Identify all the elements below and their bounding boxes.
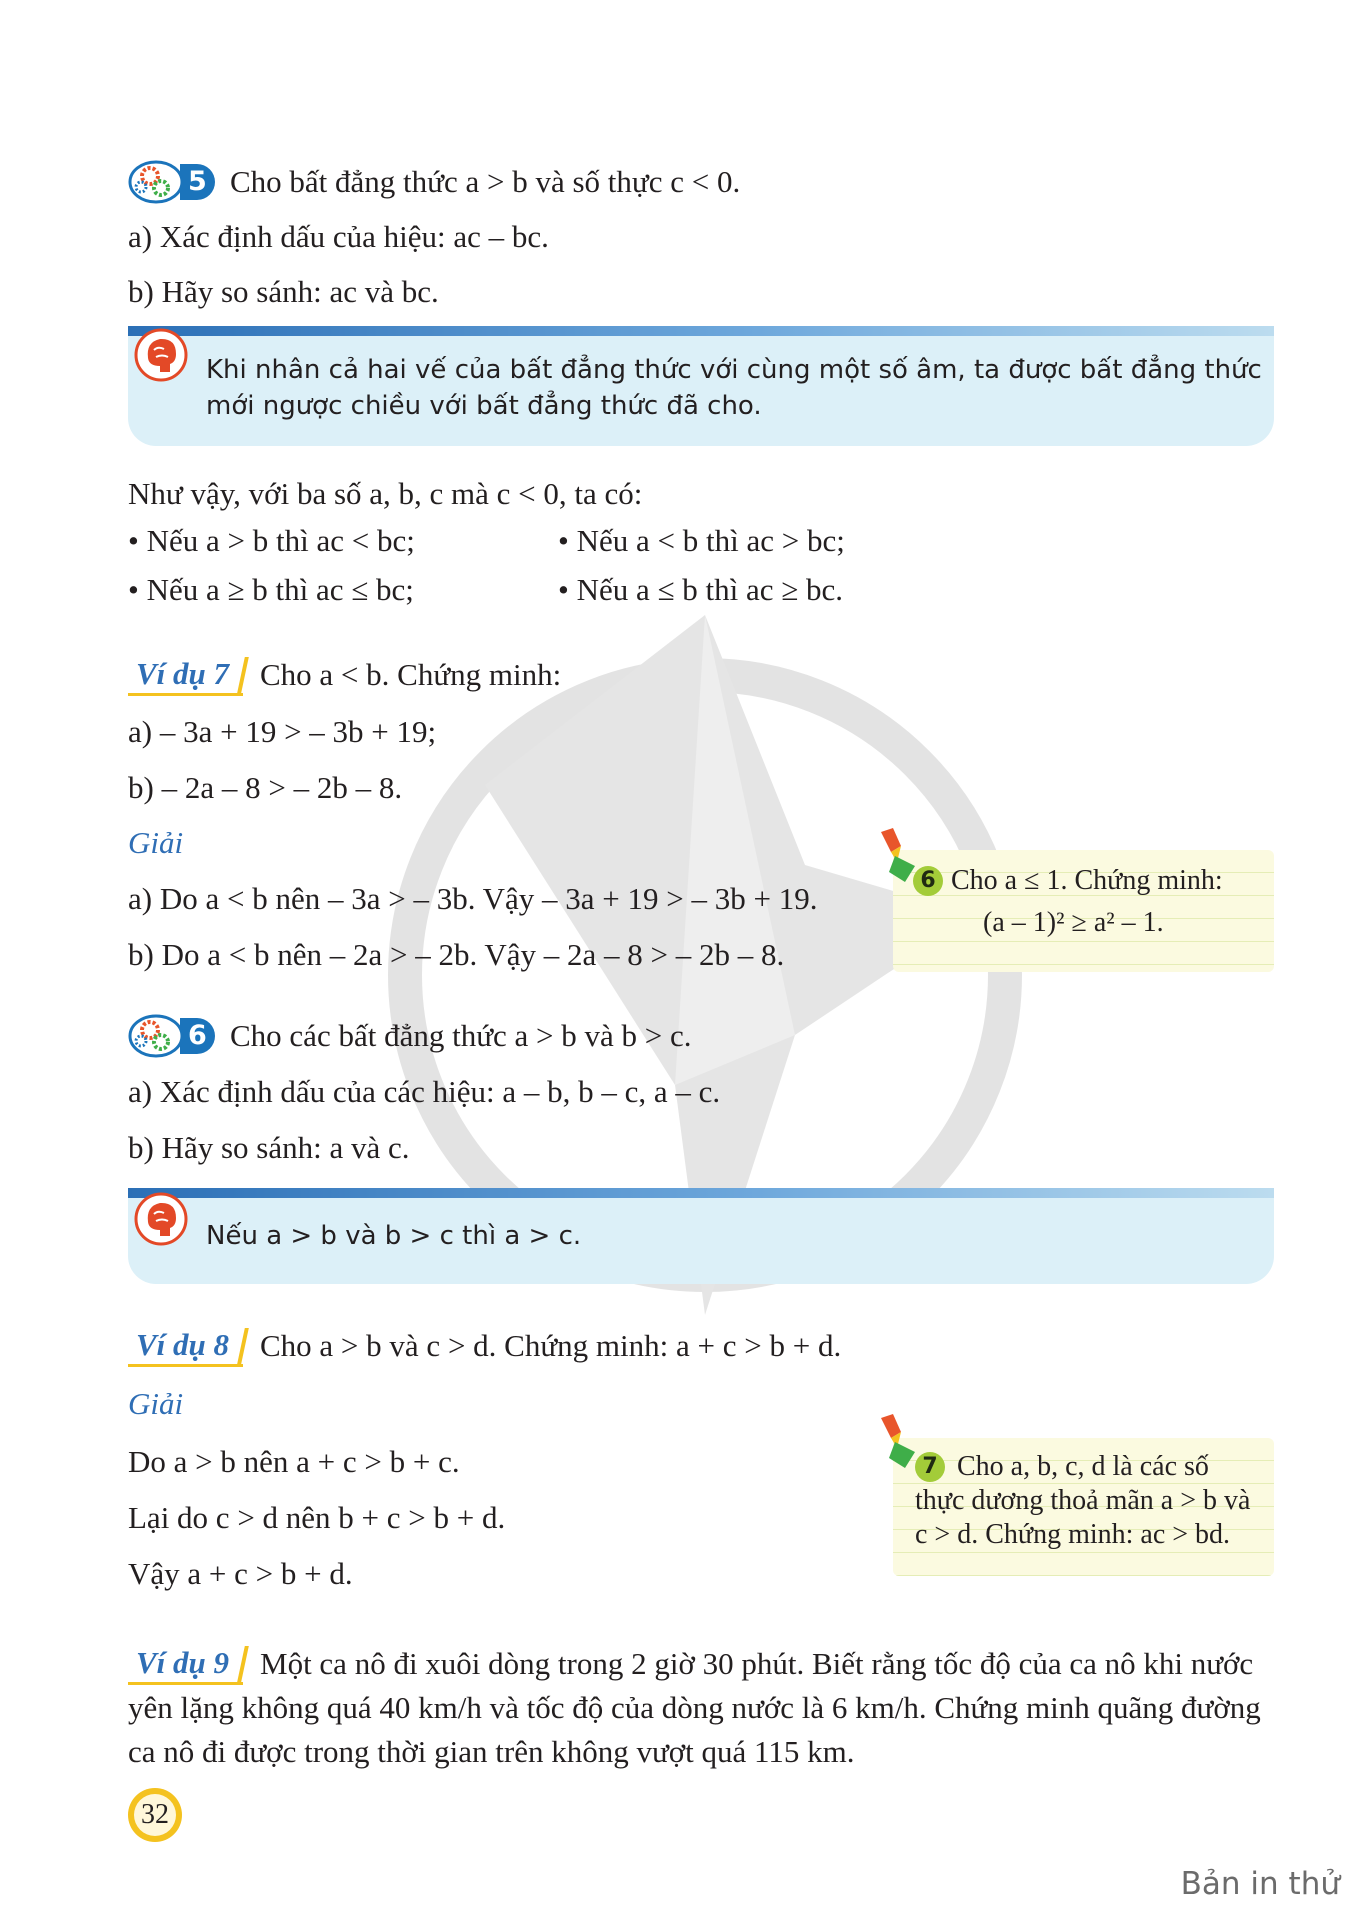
example-7-label xyxy=(128,655,243,696)
footer-draft-label: Bản in thử xyxy=(1180,1866,1340,1902)
example-7-statement: Cho a < b. Chứng minh: xyxy=(260,657,562,692)
summary-bullet: • Nếu a < b thì ac > bc; xyxy=(558,523,845,558)
example-9-line-2: yên lặng không quá 40 km/h và tốc độ của dòng nước là 6 km/h. Chứng minh quãng đường xyxy=(128,1690,1261,1725)
activity-number-badge: 6 xyxy=(180,1018,215,1054)
practice-note-7 xyxy=(893,1438,1274,1576)
note-6-line-2: (a – 1)² ≥ a² – 1. xyxy=(983,907,1164,938)
example-7-part-b: b) – 2a – 8 > – 2b – 8. xyxy=(128,770,403,805)
activity-6-header xyxy=(128,1016,215,1063)
activity-5-header xyxy=(128,162,215,209)
practice-note-6 xyxy=(893,850,1274,972)
example-label-tag: Ví dụ 9 xyxy=(128,1644,243,1685)
rule-callout-1 xyxy=(128,326,1274,446)
summary-bullet: • Nếu a ≤ b thì ac ≥ bc. xyxy=(558,572,844,607)
note-number-badge: 6 xyxy=(913,866,943,896)
note-6-line-1: Cho a ≤ 1. Chứng minh: xyxy=(951,865,1223,896)
pen-icon xyxy=(875,1412,915,1468)
example-label-tag: Ví dụ 7 xyxy=(128,655,243,696)
gears-icon xyxy=(128,1014,184,1058)
note-7-line-1: Cho a, b, c, d là các số xyxy=(957,1451,1209,1482)
summary-bullet: • Nếu a ≥ b thì ac ≤ bc; xyxy=(128,572,414,607)
note-7-line-3: c > d. Chứng minh: ac > bd. xyxy=(915,1519,1231,1550)
activity-6-part-b: b) Hãy so sánh: a và c. xyxy=(128,1130,410,1165)
example-9-line-1: Một ca nô đi xuôi dòng trong 2 giờ 30 phút. Biết rằng tốc độ của ca nô khi nước xyxy=(260,1646,1254,1681)
callout-2-line-1: Nếu a > b và b > c thì a > c. xyxy=(206,1221,582,1251)
activity-5-part-b: b) Hãy so sánh: ac và bc. xyxy=(128,274,439,309)
note-7-line-2: thực dương thoả mãn a > b và xyxy=(915,1485,1251,1516)
solution-heading: Giải xyxy=(128,825,184,860)
gears-icon xyxy=(128,160,184,204)
example-8-label xyxy=(128,1326,243,1367)
activity-6-part-a: a) Xác định dấu của các hiệu: a – b, b – c, a – c. xyxy=(128,1074,721,1109)
page-number: 32 xyxy=(141,1799,169,1830)
rule-callout-2 xyxy=(128,1188,1274,1284)
example-8-statement: Cho a > b và c > d. Chứng minh: a + c > b + d. xyxy=(260,1328,842,1363)
example-9-label xyxy=(128,1644,243,1685)
callout-1-line-2: mới ngược chiều với bất đẳng thức đã cho. xyxy=(206,391,762,421)
brain-icon xyxy=(134,328,188,382)
example-8-step-1: Do a > b nên a + c > b + c. xyxy=(128,1444,460,1479)
page-number-badge xyxy=(126,1786,184,1844)
example-8-step-2: Lại do c > d nên b + c > b + d. xyxy=(128,1500,506,1535)
example-label-tag: Ví dụ 8 xyxy=(128,1326,243,1367)
activity-5-intro: Cho bất đẳng thức a > b và số thực c < 0. xyxy=(230,164,741,199)
solution-heading: Giải xyxy=(128,1386,184,1421)
activity-6-intro: Cho các bất đẳng thức a > b và b > c. xyxy=(230,1018,692,1053)
note-number-badge: 7 xyxy=(915,1452,945,1482)
summary-bullet: • Nếu a > b thì ac < bc; xyxy=(128,523,415,558)
activity-5-part-a: a) Xác định dấu của hiệu: ac – bc. xyxy=(128,219,549,254)
example-7-part-a: a) – 3a + 19 > – 3b + 19; xyxy=(128,714,437,749)
brain-icon xyxy=(134,1192,188,1246)
example-7-solution-a: a) Do a < b nên – 3a > – 3b. Vậy – 3a + 19 > – 3b + 19. xyxy=(128,881,818,916)
activity-number-badge: 5 xyxy=(180,164,215,200)
example-9-line-3: ca nô đi được trong thời gian trên không vượt quá 115 km. xyxy=(128,1734,855,1769)
callout-1-line-1: Khi nhân cả hai vế của bất đẳng thức với cùng một số âm, ta được bất đẳng thức xyxy=(206,355,1262,385)
example-7-solution-b: b) Do a < b nên – 2a > – 2b. Vậy – 2a – 8 > – 2b – 8. xyxy=(128,937,785,972)
example-8-step-3: Vậy a + c > b + d. xyxy=(128,1556,353,1591)
pen-icon xyxy=(875,826,915,882)
summary-intro: Như vậy, với ba số a, b, c mà c < 0, ta có: xyxy=(128,476,643,511)
